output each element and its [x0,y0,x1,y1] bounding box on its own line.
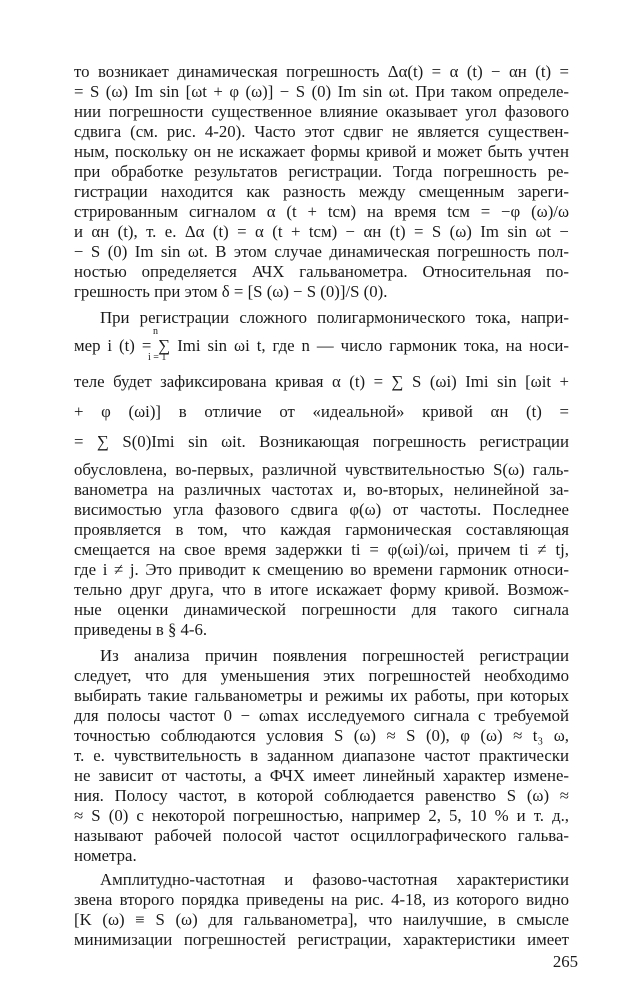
text-line: = S (ω) Im sin [ωt + φ (ω)] − S (0) Im sin ωt. При таком определе- [74,82,569,101]
text-line: и αн (t), т. е. Δα (t) = α (t + tсм) − αн (t) = S (ω) Im sin ωt − [74,222,569,241]
text-line: висимостью угла фазового сдвига φ(ω) от частоты. Последнее [74,500,569,519]
text-line: ностью определяется АЧХ гальванометра. Относительная по- [74,262,569,281]
text-line: точностью соблюдаются условия S (ω) ≈ S (0), φ (ω) ≈ t₃ ω, [74,726,569,745]
text-line: гистрации находится как разность между смещенным зареги- [74,182,569,201]
text-line: ≈ S (0) с некоторой погрешностью, например 2, 5, 10 % и т. д., [74,806,569,825]
text-line: сдвига (см. рис. 4-20). Часто этот сдвиг не является существен- [74,122,569,141]
text-line: обусловлена, во-первых, различной чувствительностью S(ω) галь- [74,460,569,479]
text-line: т. е. чувствительность в заданном диапазоне частот практически [74,746,569,765]
text-line: не зависит от частоты, а ФЧХ имеет линейный характер измене- [74,766,569,785]
text-line: следует, что для уменьшения этих погрешностей необходимо [74,666,569,685]
text-line: + φ (ωi)] в отличие от «идеальной» кривой αн (t) = [74,402,569,421]
text-line: = ∑ S(0)Imi sin ωit. Возникающая погрешность регистрации [74,432,569,451]
paragraph-first-line: Из анализа причин появления погрешностей регистрации [100,646,569,665]
text-line: мер i (t) = ∑ Imi sin ωi t, где n — число гармоник тока, на носи- [74,336,569,355]
text-line: ванометра на различных частотах и, во-вторых, нелинейной за- [74,480,569,499]
text-line: [K (ω) ≡ S (ω) для гальванометра], что наилучшие, в смысле [74,910,569,929]
text-line: грешность при этом δ = [S (ω) − S (0)]/S (0). [74,282,388,301]
text-line: где i ≠ j. Это приводит к смещению во времени гармоник относи- [74,560,569,579]
sum-lower-limit: i = 1 [148,352,167,363]
text-line: ным, поскольку он не искажает формы кривой и может быть учтен [74,142,569,161]
text-line: выбирать такие гальванометры и режимы их работы, при которых [74,686,569,705]
text-line: ные оценки динамической погрешности для такого сигнала [74,600,569,619]
page-number: 265 [552,952,578,971]
text-line: минимизации погрешностей регистрации, характеристики имеет [74,930,569,949]
text-line: теле будет зафиксирована кривая α (t) = ∑ S (ωi) Imi sin [ωit + [74,372,569,391]
text-line: нии погрешности существенное влияние оказывает угол фазового [74,102,569,121]
text-line: для полосы частот 0 − ωmax исследуемого сигнала с требуемой [74,706,569,725]
text-line: нометра. [74,846,137,865]
paragraph-first-line: Амплитудно-частотная и фазово-частотная характеристики [100,870,569,889]
text-line: при обработке результатов регистрации. Тогда погрешность ре- [74,162,569,181]
text-line: приведены в § 4-6. [74,620,208,639]
text-line: проявляется в том, что каждая гармоническая составляющая [74,520,569,539]
text-line: тельно друг друга, что в итоге искажает форму кривой. Возмож- [74,580,569,599]
text-line: называют рабочей полосой частот осциллографического гальва- [74,826,569,845]
text-line: смещается на свое время задержки ti = φ(ωi)/ωi, причем ti ≠ tj, [74,540,569,559]
text-line: то возникает динамическая погрешность Δα(t) = α (t) − αн (t) = [74,62,569,81]
text-line: стрированным сигналом α (t + tсм) на время tсм = −φ (ω)/ω [74,202,569,221]
paragraph-first-line: При регистрации сложного полигармонического тока, напри- [100,308,569,327]
sum-upper-limit: n [153,326,158,337]
text-line: ния. Полосу частот, в которой соблюдается равенство S (ω) ≈ [74,786,569,805]
text-line: звена второго порядка приведены на рис. 4-18, из которого видно [74,890,569,909]
text-line: − S (0) Im sin ωt. В этом случае динамическая погрешность пол- [74,242,569,261]
